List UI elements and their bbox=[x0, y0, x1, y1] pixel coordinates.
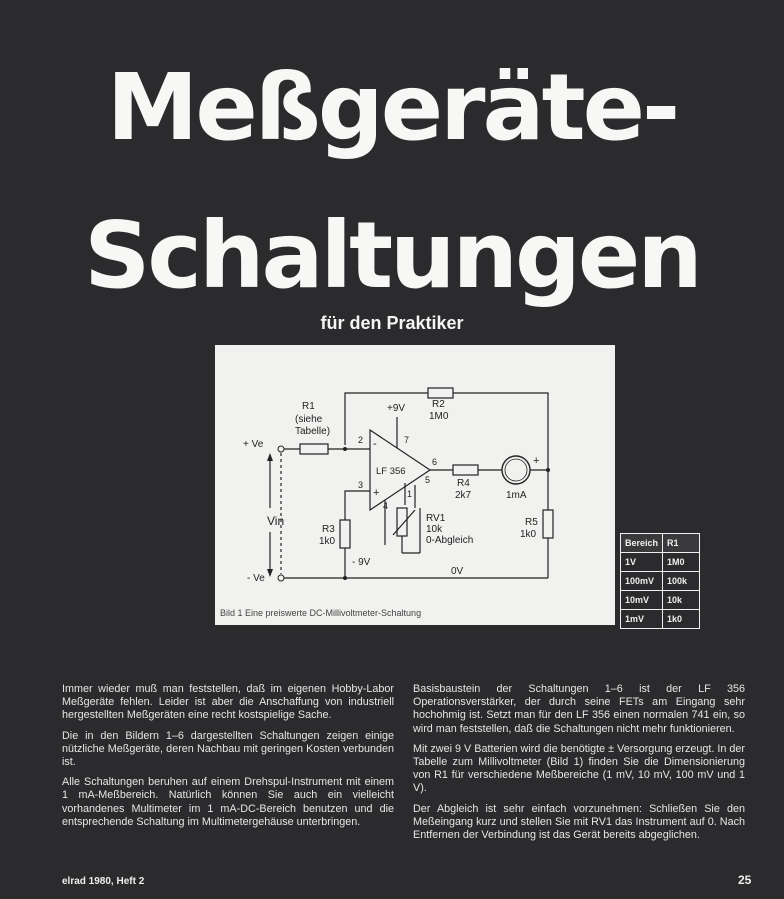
title-line-1: Meßgeräte- bbox=[106, 54, 678, 161]
range-header-r1: R1 bbox=[663, 534, 700, 553]
label-r3-value: 1k0 bbox=[319, 536, 336, 547]
label-r4: R4 bbox=[457, 478, 470, 489]
label-pin3: 3 bbox=[358, 480, 364, 490]
range-table bbox=[620, 533, 700, 629]
resistor-r2 bbox=[428, 388, 453, 398]
label-rv1: RV1 bbox=[426, 513, 446, 524]
paragraph: Die in den Bildern 1–6 dargestellten Schaltungen zeigen einige nützliche Meßgeräte, deren Nachbau mit geringen Kosten verbunden ist. bbox=[62, 729, 394, 769]
title-line-2: Schaltungen bbox=[84, 202, 700, 309]
figure-caption: Bild 1 Eine preiswerte DC-Millivoltmeter-Schaltung bbox=[220, 608, 422, 618]
label-rv1-value: 10k bbox=[426, 524, 443, 535]
table-row bbox=[621, 610, 700, 629]
label-supply-neg: - 9V bbox=[352, 557, 371, 568]
paragraph: Der Abgleich ist sehr einfach vorzunehmen: Schließen Sie den Meßeingang kurz und stellen Sie mit RV1 das Instrument auf 0. Nach Entfernen der Verbindung ist das Gerät bereits abgeglichen. bbox=[413, 802, 745, 842]
table-row bbox=[621, 553, 700, 572]
label-vin: Vin bbox=[267, 514, 285, 528]
label-pin2: 2 bbox=[358, 435, 364, 445]
label-zero-v: 0V bbox=[451, 566, 464, 577]
label-pin4: 4 bbox=[383, 501, 389, 511]
label-opamp-plus: + bbox=[373, 487, 380, 499]
paragraph: Basisbaustein der Schaltungen 1–6 ist der LF 356 Operationsverstärker, der durch seine FETs am Eingang sehr hochohmig ist. Setzt man für den LF 356 einen normalen 741 ein, so wird man feststellen, daß die Schaltungen nicht mehr funktionieren. bbox=[413, 683, 745, 735]
label-r2-value: 1M0 bbox=[429, 411, 449, 422]
label-r5: R5 bbox=[525, 517, 538, 528]
label-r1-note-2: Tabelle) bbox=[295, 426, 331, 437]
range-cell: 1V bbox=[621, 553, 663, 572]
body-column-right bbox=[413, 683, 745, 849]
terminal-minus bbox=[278, 575, 284, 581]
range-cell: 10k bbox=[663, 591, 700, 610]
resistor-r1 bbox=[300, 444, 328, 454]
circuit-figure bbox=[215, 345, 615, 625]
resistor-r4 bbox=[453, 465, 478, 475]
label-r3: R3 bbox=[322, 524, 335, 535]
label-meter-plus: + bbox=[533, 455, 540, 467]
label-r1: R1 bbox=[302, 401, 315, 412]
range-cell: 10mV bbox=[621, 591, 663, 610]
range-cell: 1k0 bbox=[663, 610, 700, 629]
range-table-header bbox=[621, 534, 700, 553]
label-supply-pos: +9V bbox=[387, 403, 406, 414]
label-opamp-minus: - bbox=[373, 438, 377, 450]
range-cell: 1M0 bbox=[663, 553, 700, 572]
label-pin5: 5 bbox=[425, 475, 431, 485]
footer-source: elrad 1980, Heft 2 bbox=[62, 876, 145, 887]
range-cell: 1mV bbox=[621, 610, 663, 629]
label-r5-value: 1k0 bbox=[520, 529, 537, 540]
label-minus-ve: - Ve bbox=[247, 573, 265, 584]
potentiometer-rv1 bbox=[397, 508, 407, 536]
label-pin6: 6 bbox=[432, 457, 438, 467]
label-pin7: 7 bbox=[404, 435, 410, 445]
page-number: 25 bbox=[738, 873, 752, 887]
label-meter: 1mA bbox=[506, 490, 527, 501]
label-r1-note-1: (siehe bbox=[295, 414, 323, 425]
subtitle: für den Praktiker bbox=[320, 313, 464, 333]
paragraph: Mit zwei 9 V Batterien wird die benötigte ± Versorgung erzeugt. In der Tabelle zum Millivoltmeter (Bild 1) finden Sie die Dimensionierung von R1 für verschiedene Meßbereiche (1 mV, 10 mV, 100 mV und 1 V). bbox=[413, 742, 745, 795]
label-rv1-note: 0-Abgleich bbox=[426, 535, 474, 546]
label-r2: R2 bbox=[432, 399, 445, 410]
paragraph: Immer wieder muß man feststellen, daß im eigenen Hobby-Labor Meßgeräte fehlen. Leider ist aber die Anschaffung von industriell hergestellten Meßgeräten eine recht kostspielige Sache. bbox=[62, 683, 394, 722]
body-column-left bbox=[62, 683, 394, 836]
meter-1ma bbox=[502, 456, 530, 484]
range-cell: 100k bbox=[663, 572, 700, 591]
resistor-r5 bbox=[543, 510, 553, 538]
label-pin1: 1 bbox=[407, 489, 413, 499]
label-opamp: LF 356 bbox=[376, 466, 406, 477]
circuit-diagram bbox=[215, 345, 615, 625]
resistor-r3 bbox=[340, 520, 350, 548]
range-cell: 100mV bbox=[621, 572, 663, 591]
label-plus-ve: + Ve bbox=[243, 439, 264, 450]
terminal-plus bbox=[278, 446, 284, 452]
label-r4-value: 2k7 bbox=[455, 490, 472, 501]
table-row bbox=[621, 591, 700, 610]
paragraph: Alle Schaltungen beruhen auf einem Drehspul-Instrument mit einem 1 mA-Meßbereich. Natürlich können Sie auch ein vielleicht vorhandenes Multimeter im 1 mA-DC-Bereich benutzen und die entsprechende Schaltung im Multimetergehäuse unterbringen. bbox=[62, 776, 394, 828]
table-row bbox=[621, 572, 700, 591]
range-header-bereich: Bereich bbox=[621, 534, 663, 553]
